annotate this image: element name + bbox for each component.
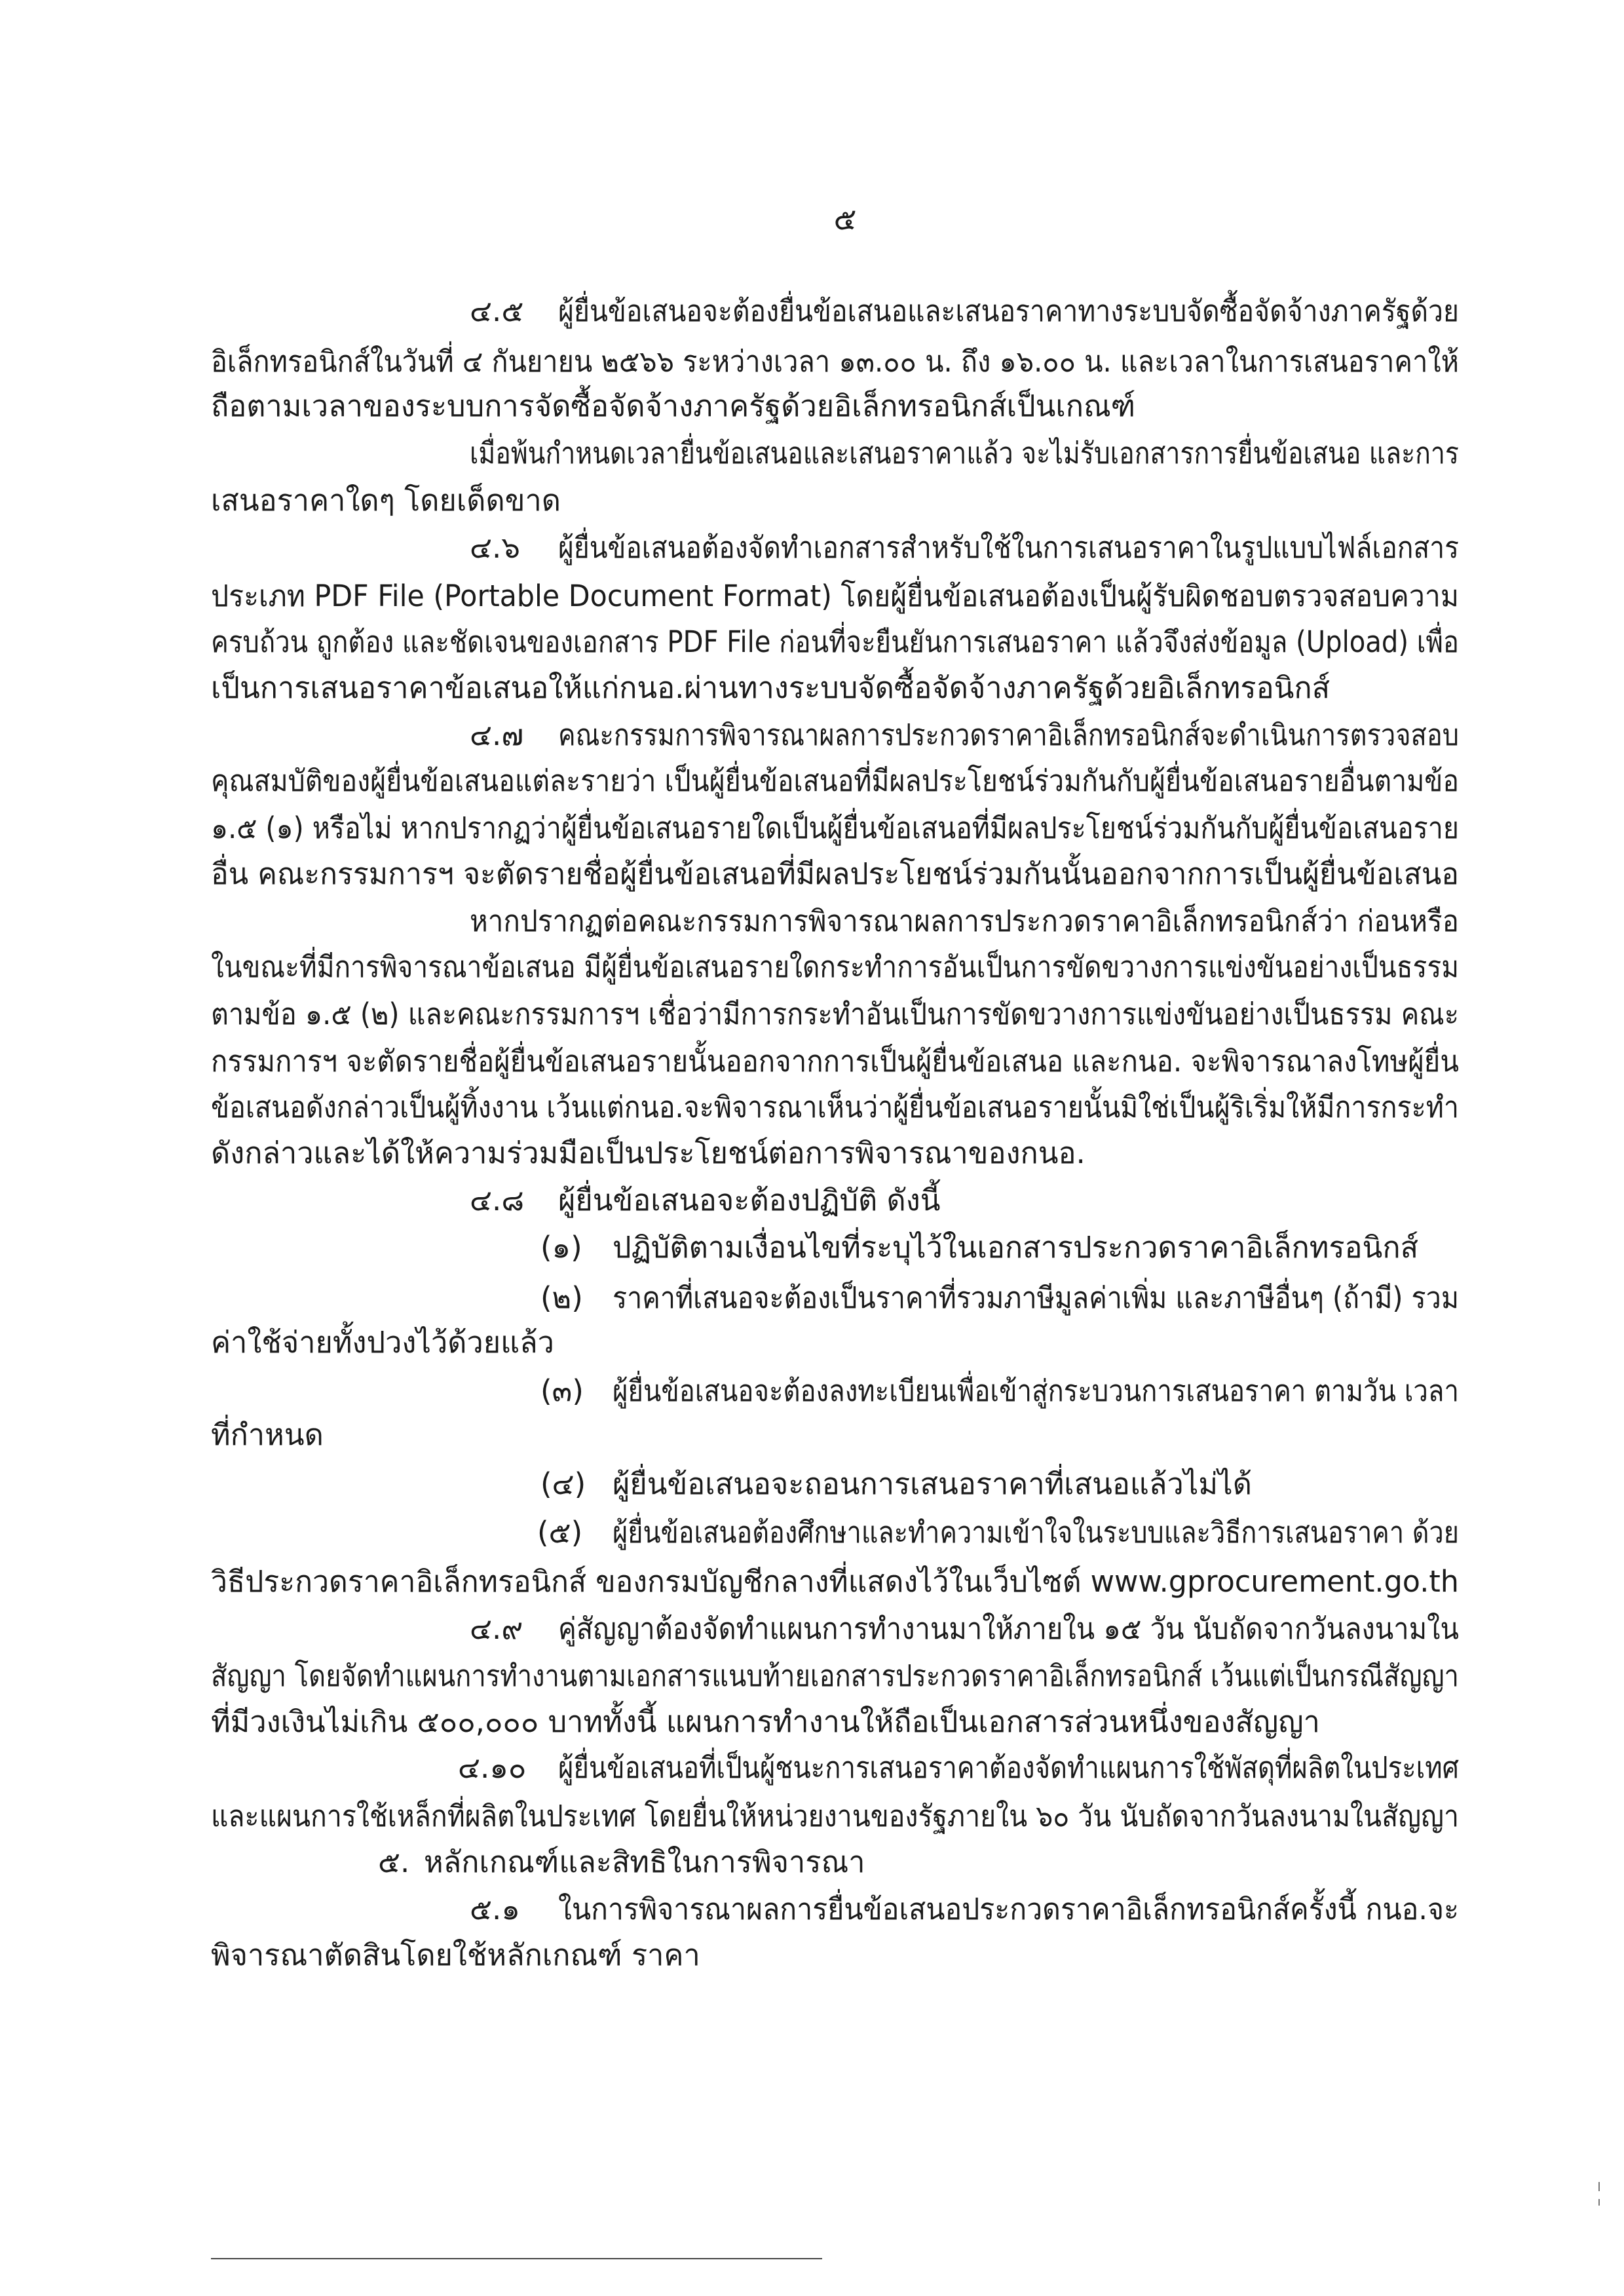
text-line: คณะกรรมการพิจารณาผลการประกวดราคาอิเล็กทรอนิกส์จะดำเนินการตรวจสอบ — [558, 718, 1459, 752]
clause-label: ๔.๗ — [470, 718, 524, 752]
text-line: คู่สัญญาต้องจัดทำแผนการทำงานมาให้ภายใน ๑๕ วัน นับถัดจากวันลงนามใน — [558, 1611, 1459, 1646]
sub-item-label: (๔) — [540, 1466, 586, 1501]
text-line: ผู้ยื่นข้อเสนอที่เป็นผู้ชนะการเสนอราคาต้องจัดทำแผนการใช้พัสดุที่ผลิตในประเทศ — [558, 1750, 1459, 1785]
text-line: ผู้ยื่นข้อเสนอจะต้องปฏิบัติ ดังนี้ — [558, 1183, 941, 1217]
section-label: ๕. — [378, 1845, 410, 1879]
sub-item-label: (๕) — [537, 1515, 583, 1550]
scan-mark — [1598, 2199, 1600, 2206]
text-line: วิธีประกวดราคาอิเล็กทรอนิกส์ ของกรมบัญชีกลางที่แสดงไว้ในเว็บไซต์ www.gprocurement.go.th — [211, 1564, 1459, 1599]
text-line: ที่มีวงเงินไม่เกิน ๕๐๐,๐๐๐ บาททั้งนี้ แผนการทำงานให้ถือเป็นเอกสารส่วนหนึ่งของสัญญา — [211, 1704, 1320, 1739]
text-line: ปฏิบัติตามเงื่อนไขที่ระบุไว้ในเอกสารประกวดราคาอิเล็กทรอนิกส์ — [613, 1230, 1419, 1265]
text-line: ๑.๕ (๑) หรือไม่ หากปรากฏว่าผู้ยื่นข้อเสนอรายใดเป็นผู้ยื่นข้อเสนอที่มีผลประโยชน์ร่วมกันกับผู้ยื่นข้อเสนอราย — [211, 811, 1459, 845]
text-line: ในขณะที่มีการพิจารณาข้อเสนอ มีผู้ยื่นข้อเสนอรายใดกระทำการอันเป็นการขัดขวางการแข่งขันอย่างเป็นธรรม — [211, 949, 1459, 984]
text-line: ประเภท PDF File (Portable Document Format) โดยผู้ยื่นข้อเสนอต้องเป็นผู้รับผิดชอบตรวจสอบความ — [211, 579, 1459, 613]
text-line: สัญญา โดยจัดทำแผนการทำงานตามเอกสารแนบท้ายเอกสารประกวดราคาอิเล็กทรอนิกส์ เว้นแต่เป็นกรณีสัญญา — [211, 1658, 1459, 1693]
clause-label: ๔.๖ — [470, 530, 520, 565]
page-number: ๕ — [833, 201, 857, 237]
sub-item-label: (๓) — [540, 1373, 584, 1408]
footer-rule — [211, 2258, 822, 2259]
clause-label: ๔.๘ — [470, 1183, 525, 1217]
text-line: ค่าใช้จ่ายทั้งปวงไว้ด้วยแล้ว — [211, 1325, 554, 1360]
text-line: ผู้ยื่นข้อเสนอจะต้องลงทะเบียนเพื่อเข้าสู่กระบวนการเสนอราคา ตามวัน เวลา — [613, 1373, 1459, 1408]
text-line: ราคาที่เสนอจะต้องเป็นราคาที่รวมภาษีมูลค่าเพิ่ม และภาษีอื่นๆ (ถ้ามี) รวม — [613, 1280, 1459, 1315]
text-line: เมื่อพ้นกำหนดเวลายื่นข้อเสนอและเสนอราคาแล้ว จะไม่รับเอกสารการยื่นข้อเสนอ และการ — [470, 436, 1459, 470]
text-line: ผู้ยื่นข้อเสนอต้องจัดทำเอกสารสำหรับใช้ในการเสนอราคาในรูปแบบไฟล์เอกสาร — [558, 530, 1459, 565]
sub-item-label: (๑) — [540, 1230, 582, 1265]
sub-item-label: (๒) — [540, 1280, 583, 1315]
section-heading: หลักเกณฑ์และสิทธิในการพิจารณา — [424, 1845, 865, 1879]
scan-mark — [1598, 2182, 1600, 2191]
clause-label: ๔.๙ — [470, 1611, 523, 1646]
text-line: ข้อเสนอดังกล่าวเป็นผู้ทิ้งงาน เว้นแต่กนอ.จะพิจารณาเห็นว่าผู้ยื่นข้อเสนอรายนั้นมิใช่เป็นผู้ริเริ่มให้มีการกระทำ — [211, 1090, 1459, 1124]
text-line: ดังกล่าวและได้ให้ความร่วมมือเป็นประโยชน์ต่อการพิจารณาของกนอ. — [211, 1136, 1086, 1170]
clause-label: ๕.๑ — [470, 1892, 520, 1926]
clause-label: ๔.๑๐ — [458, 1750, 527, 1785]
text-line: อิเล็กทรอนิกส์ในวันที่ ๔ กันยายน ๒๕๖๖ ระหว่างเวลา ๑๓.๐๐ น. ถึง ๑๖.๐๐ น. และเวลาในการเสนอราคาให้ — [211, 344, 1459, 379]
text-line: ผู้ยื่นข้อเสนอต้องศึกษาและทำความเข้าใจในระบบและวิธีการเสนอราคา ด้วย — [613, 1515, 1459, 1550]
text-line: ในการพิจารณาผลการยื่นข้อเสนอประกวดราคาอิเล็กทรอนิกส์ครั้งนี้ กนอ.จะ — [558, 1892, 1459, 1926]
text-line: อื่น คณะกรรมการฯ จะตัดรายชื่อผู้ยื่นข้อเสนอที่มีผลประโยชน์ร่วมกันนั้นออกจากการเป็นผู้ยื่นข้อเสนอ — [211, 856, 1459, 891]
text-line: ที่กำหนด — [211, 1417, 324, 1452]
text-line: ผู้ยื่นข้อเสนอจะถอนการเสนอราคาที่เสนอแล้วไม่ได้ — [613, 1466, 1252, 1501]
text-line: หากปรากฏต่อคณะกรรมการพิจารณาผลการประกวดราคาอิเล็กทรอนิกส์ว่า ก่อนหรือ — [470, 904, 1459, 938]
text-line: เป็นการเสนอราคาข้อเสนอให้แก่กนอ.ผ่านทางระบบจัดซื้อจัดจ้างภาครัฐด้วยอิเล็กทรอนิกส์ — [211, 670, 1331, 705]
clause-label: ๔.๕ — [470, 294, 524, 328]
text-line: ครบถ้วน ถูกต้อง และชัดเจนของเอกสาร PDF File ก่อนที่จะยืนยันการเสนอราคา แล้วจึงส่งข้อมูล (Upload) เพื่อ — [211, 624, 1459, 659]
text-line: ถือตามเวลาของระบบการจัดซื้อจัดจ้างภาครัฐด้วยอิเล็กทรอนิกส์เป็นเกณฑ์ — [211, 389, 1136, 423]
text-line: กรรมการฯ จะตัดรายชื่อผู้ยื่นข้อเสนอรายนั้นออกจากการเป็นผู้ยื่นข้อเสนอ และกนอ. จะพิจารณาลงโทษผู้ยื่น — [211, 1044, 1459, 1079]
text-line: และแผนการใช้เหล็กที่ผลิตในประเทศ โดยยื่นให้หน่วยงานของรัฐภายใน ๖๐ วัน นับถัดจากวันลงนามในสัญญา — [211, 1799, 1459, 1833]
text-line: ตามข้อ ๑.๕ (๒) และคณะกรรมการฯ เชื่อว่ามีการกระทำอันเป็นการขัดขวางการแข่งขันอย่างเป็นธรรม คณะ — [211, 997, 1459, 1031]
text-line: ผู้ยื่นข้อเสนอจะต้องยื่นข้อเสนอและเสนอราคาทางระบบจัดซื้อจัดจ้างภาครัฐด้วย — [558, 294, 1459, 328]
text-line: เสนอราคาใดๆ โดยเด็ดขาด — [211, 483, 561, 518]
text-line: คุณสมบัติของผู้ยื่นข้อเสนอแต่ละรายว่า เป็นผู้ยื่นข้อเสนอที่มีผลประโยชน์ร่วมกันกับผู้ยื่นข้อเสนอรายอื่นตามข้อ — [211, 763, 1459, 798]
text-line: พิจารณาตัดสินโดยใช้หลักเกณฑ์ ราคา — [211, 1938, 700, 1972]
